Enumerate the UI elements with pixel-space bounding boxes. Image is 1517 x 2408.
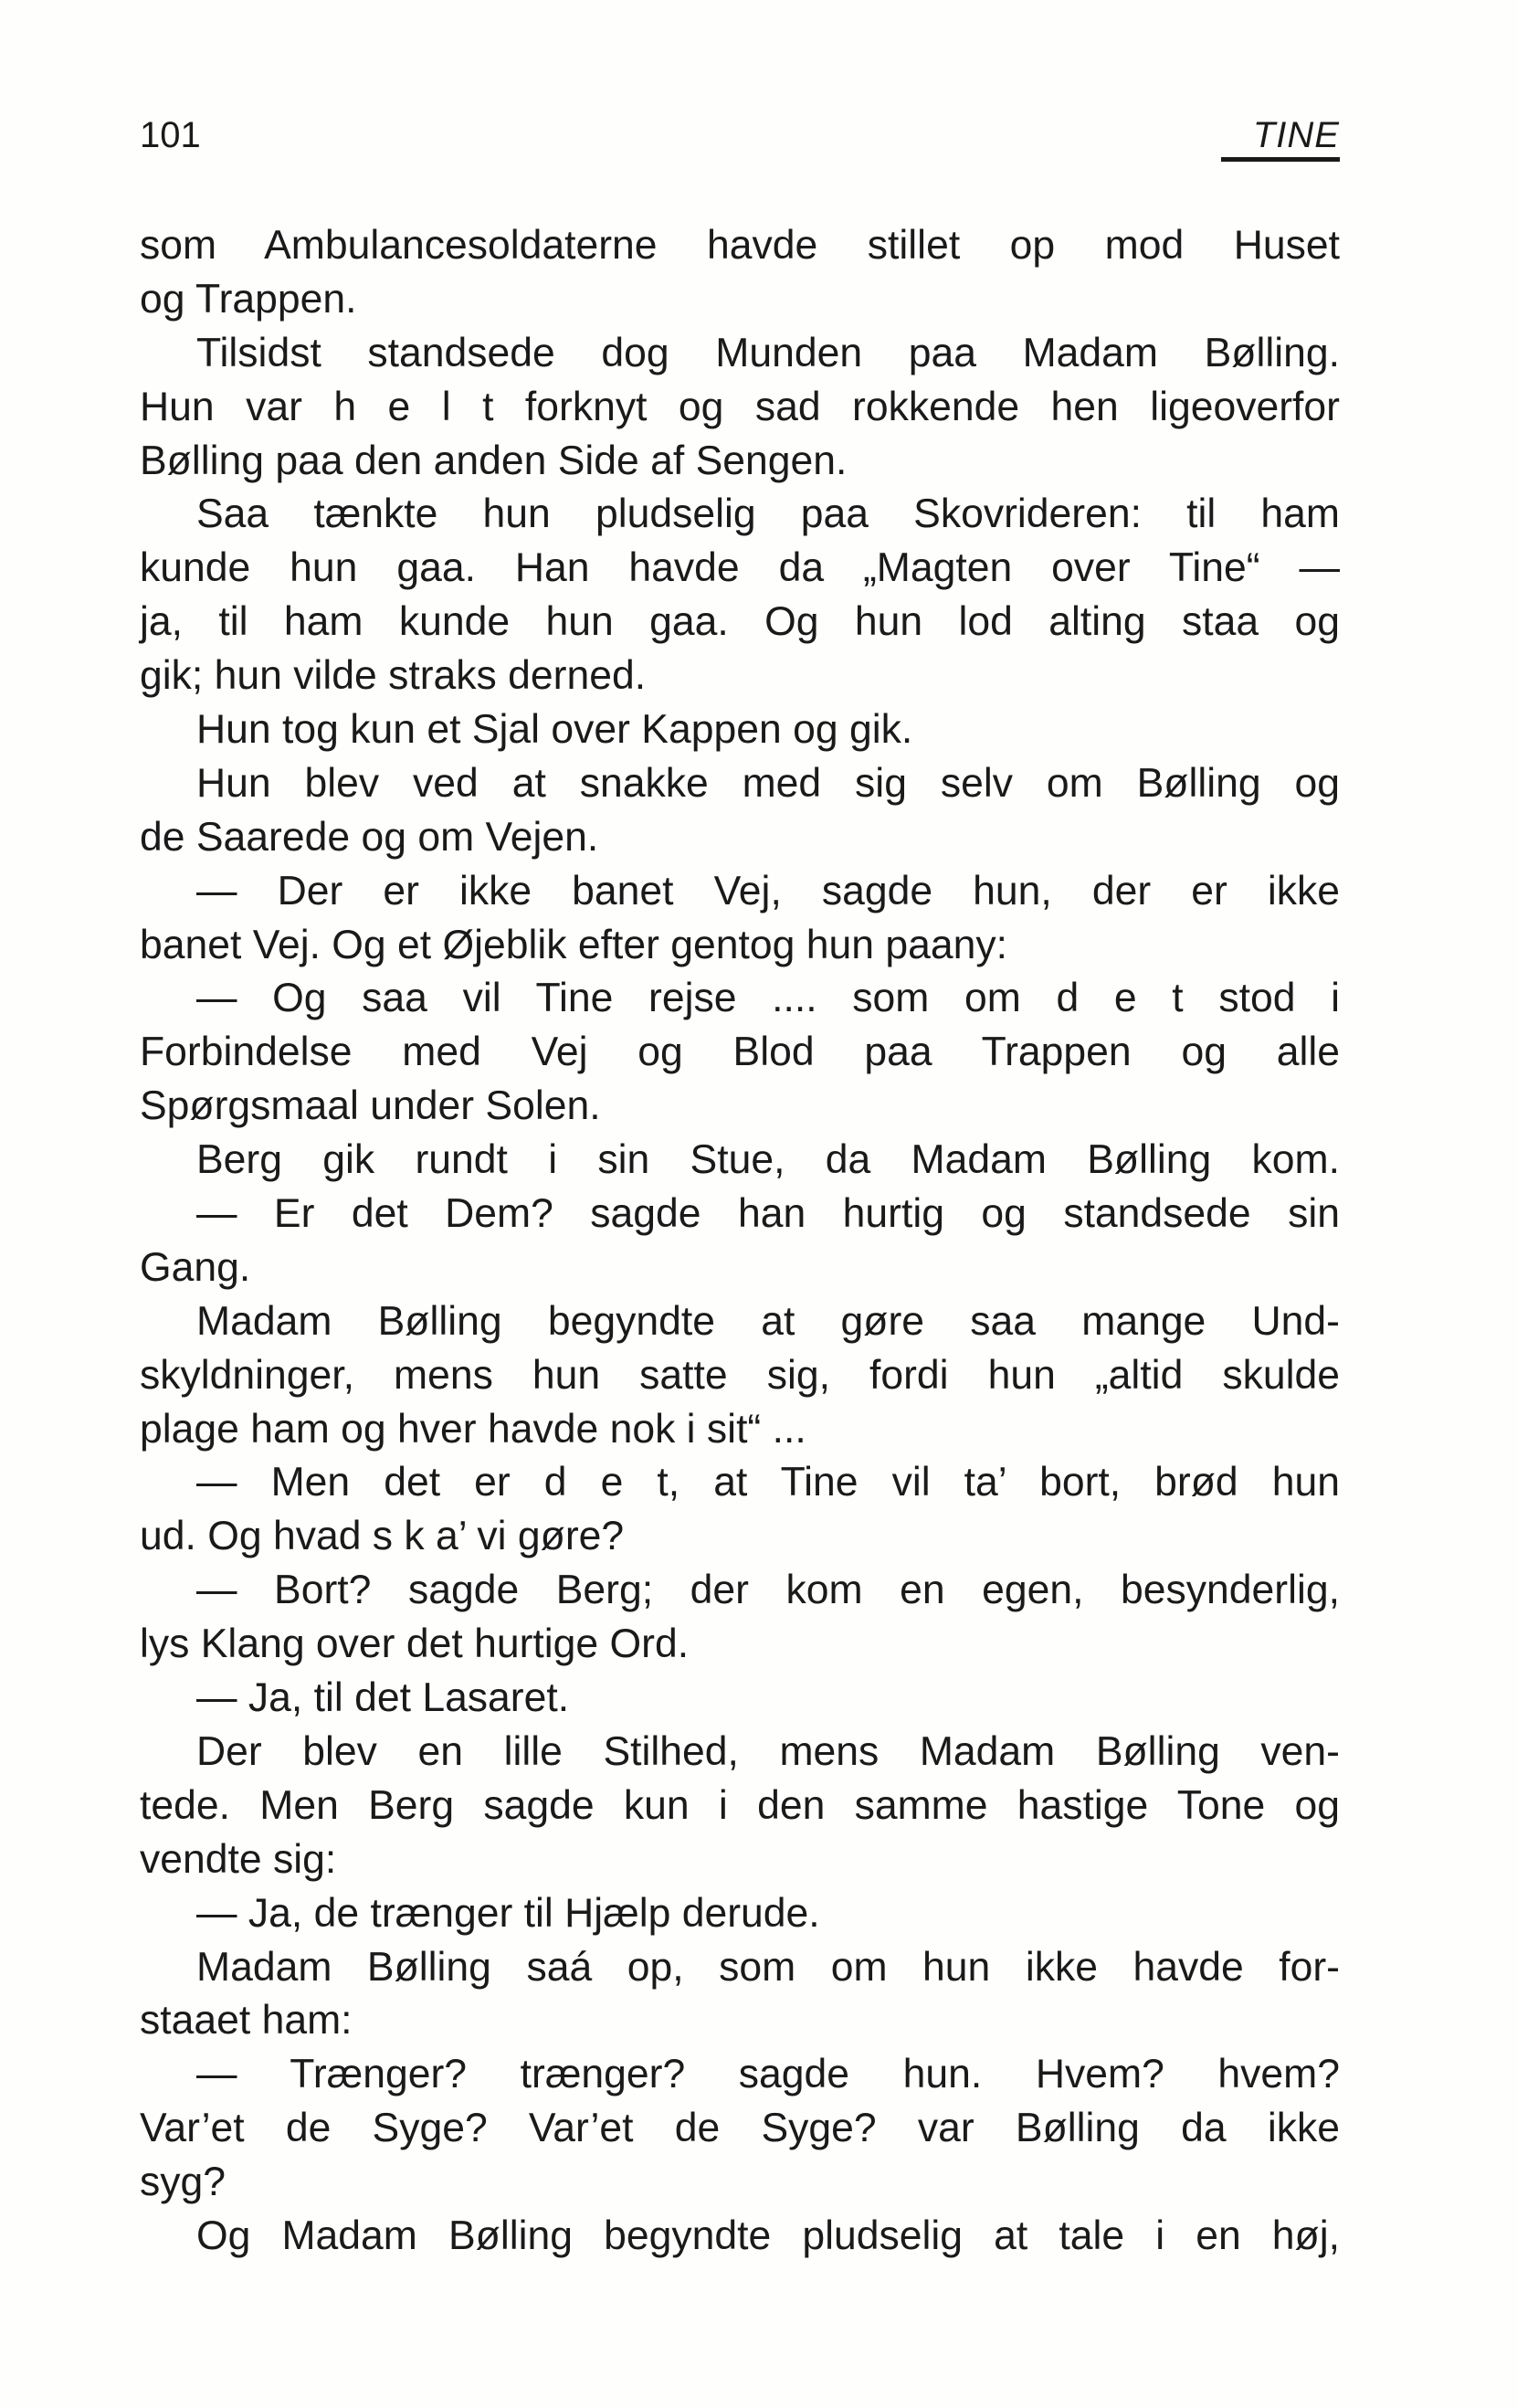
text-line: staaet ham: [140, 1998, 353, 2044]
text-line: Spørgsmaal under Solen. [140, 1083, 601, 1129]
text-line: Hun tog kun et Sjal over Kappen og gik. [196, 707, 913, 753]
text-line: Hun blev ved at snakke med sig selv om Bølling og [196, 760, 1340, 806]
text-line: Tilsidst standsede dog Munden paa Madam Bølling. [196, 330, 1340, 375]
text-line: Madam Bølling saá op, som om hun ikke havde for- [196, 1944, 1340, 1990]
text-line: vendte sig: [140, 1836, 337, 1882]
text-line: tede. Men Berg sagde kun i den samme hastige Tone og [140, 1782, 1340, 1828]
text-line: ja, til ham kunde hun gaa. Og hun lod alting staa og [140, 599, 1340, 645]
text-line: — Trænger? trænger? sagde hun. Hvem? hvem? [196, 2052, 1340, 2097]
text-line: de Saarede og om Vejen. [140, 814, 599, 860]
text-line: og Trappen. [140, 276, 357, 322]
text-line: Og Madam Bølling begyndte pludselig at tale i en høj, [196, 2213, 1340, 2258]
text-line: — Der er ikke banet Vej, sagde hun, der er ikke [196, 868, 1340, 914]
text-line: Gang. [140, 1244, 251, 1290]
text-line: ud. Og hvad s k a’ vi gøre? [140, 1514, 625, 1559]
text-line: Var’et de Syge? Var’et de Syge? var Bølling da ikke [140, 2106, 1340, 2151]
text-line: som Ambulancesoldaterne havde stillet op mod Huset [140, 223, 1340, 268]
text-line: kunde hun gaa. Han havde da „Magten over Tine“ — [140, 545, 1340, 591]
text-line: lys Klang over det hurtige Ord. [140, 1621, 690, 1667]
text-line: — Er det Dem? sagde han hurtig og standsede sin [196, 1191, 1340, 1237]
text-line: banet Vej. Og et Øjeblik efter gentog hun paany: [140, 922, 1007, 967]
body-text [140, 219, 1340, 2264]
text-line: plage ham og hver havde nok i sit“ ... [140, 1406, 806, 1452]
text-line: Forbindelse med Vej og Blod paa Trappen og alle [140, 1030, 1340, 1075]
text-line: Madam Bølling begyndte at gøre saa mange Und- [196, 1298, 1340, 1344]
running-head [140, 110, 1340, 164]
running-title: TINE [1252, 115, 1340, 155]
text-line: gik; hun vilde straks derned. [140, 653, 647, 699]
text-line: skyldninger, mens hun satte sig, fordi hun „altid skulde [140, 1352, 1340, 1398]
text-line: — Ja, til det Lasaret. [196, 1675, 570, 1721]
text-line: — Ja, de trænger til Hjælp derude. [196, 1890, 820, 1936]
page-number: 101 [140, 115, 201, 155]
text-line: Der blev en lille Stilhed, mens Madam Bølling ven- [196, 1728, 1340, 1774]
text-line: Hun var h e l t forknyt og sad rokkende hen ligeoverfor [140, 384, 1340, 429]
title-underline-rule [1221, 157, 1340, 162]
text-line: — Og saa vil Tine rejse .... som om d e t stod i [196, 976, 1340, 1021]
text-line: — Bort? sagde Berg; der kom en egen, besynderlig, [196, 1568, 1340, 1613]
text-line: syg? [140, 2160, 226, 2205]
text-line: Saa tænkte hun pludselig paa Skovrideren: til ham [196, 491, 1340, 537]
text-line: Berg gik rundt i sin Stue, da Madam Bølling kom. [196, 1137, 1340, 1183]
text-line: — Men det er d e t, at Tine vil ta’ bort, brød hun [196, 1460, 1340, 1505]
text-line: Bølling paa den anden Side af Sengen. [140, 438, 848, 483]
